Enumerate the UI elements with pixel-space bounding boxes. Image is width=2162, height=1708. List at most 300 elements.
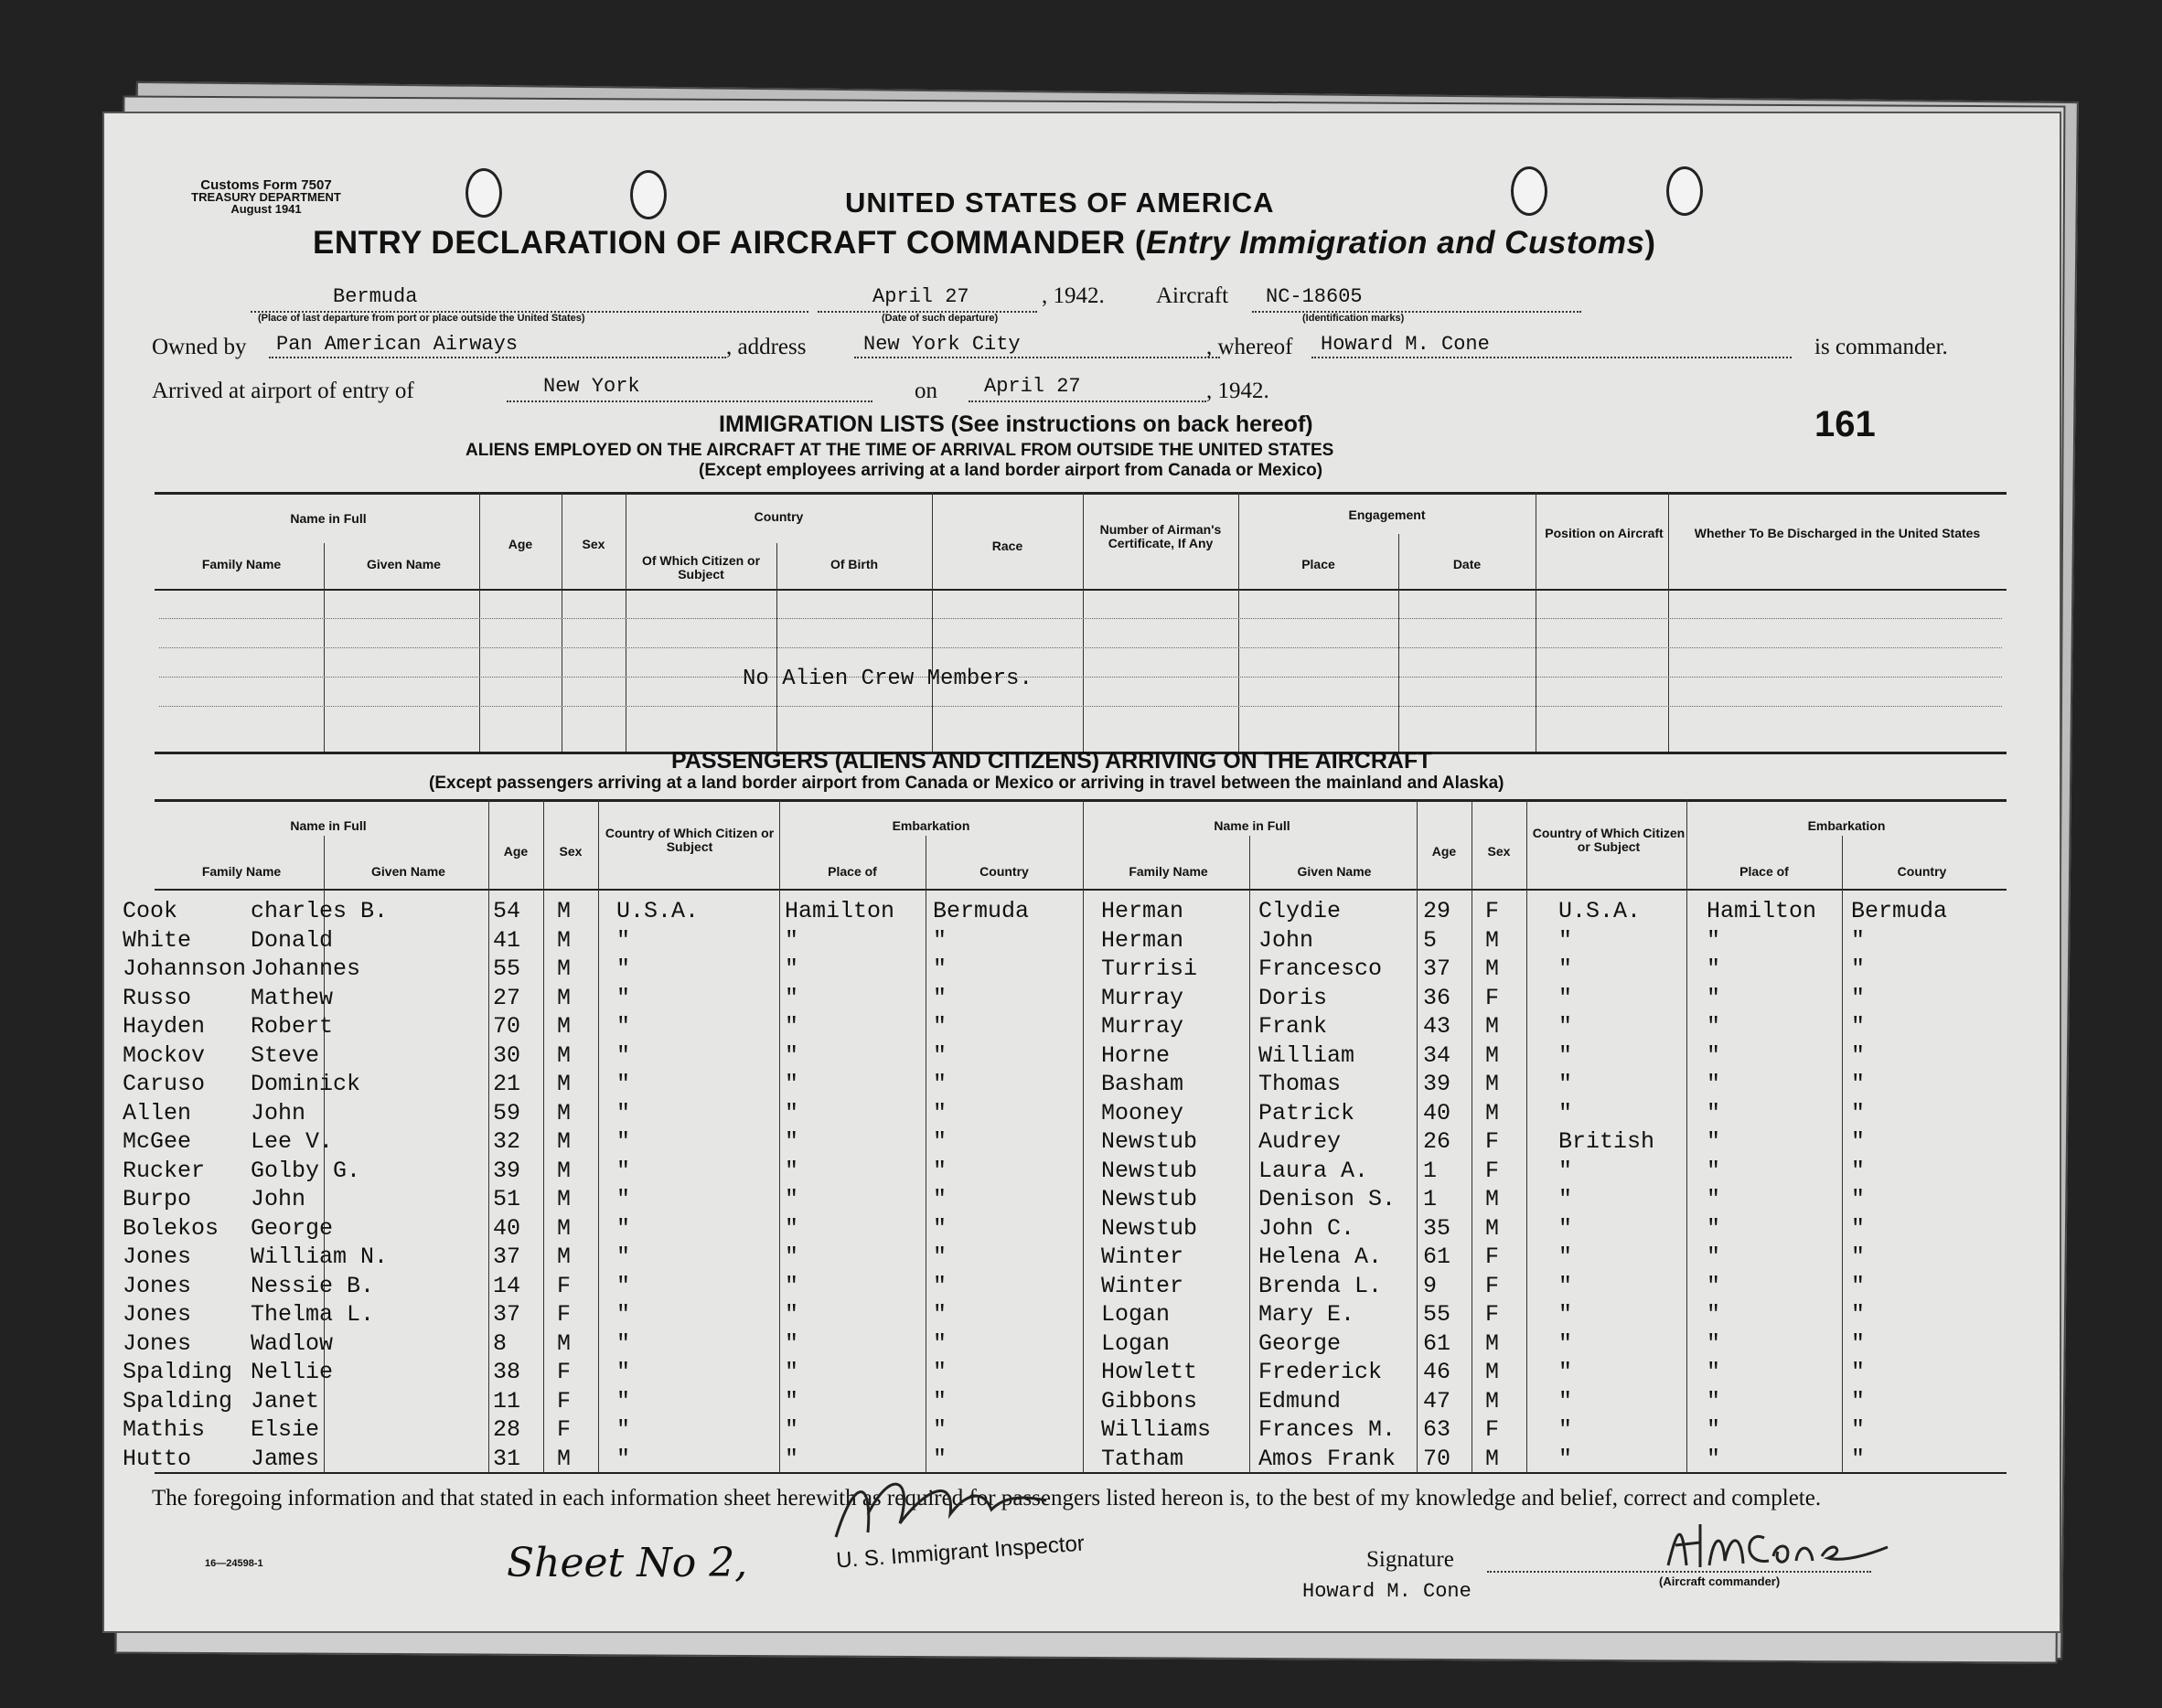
form-number: Customs Form 7507 [200, 177, 332, 193]
passenger-right-place: " [1707, 1186, 1721, 1212]
crew-header-family: Family Name [201, 557, 282, 571]
passenger-left-place: " [785, 1214, 799, 1242]
form-title [313, 225, 1656, 262]
passenger-left-family: Rucker [123, 1157, 206, 1184]
passenger-left-citizen: " [616, 926, 631, 954]
passenger-left-citizen: " [616, 1445, 631, 1472]
passenger-left-age: 40 [493, 1214, 521, 1242]
address: New York City [863, 333, 1021, 356]
table-rule [155, 799, 2007, 802]
address-label: , address [726, 335, 807, 359]
passenger-left-given: Janet [251, 1387, 320, 1414]
underline [1252, 311, 1581, 313]
pax-header-given-right: Given Name [1297, 864, 1372, 879]
passengers-title: PASSENGERS (ALIENS AND CITIZENS) ARRIVING ON THE AIRCRAFT [671, 748, 1432, 774]
passenger-left-sex: M [557, 1244, 572, 1270]
passenger-left-age: 41 [493, 926, 521, 954]
passenger-right-country: " [1851, 1071, 1866, 1097]
passenger-right-sex: F [1485, 1244, 1500, 1270]
passenger-left-family: Jones [123, 1244, 192, 1270]
passenger-right-place: Hamilton [1707, 898, 1817, 924]
pax-header-citizen-right: Country of Which Citizen or Subject [1532, 826, 1686, 854]
passenger-left-age: 39 [493, 1157, 521, 1184]
passenger-left-citizen: " [616, 1244, 631, 1270]
passenger-left-sex: M [557, 1157, 572, 1184]
immigration-title: IMMIGRATION LISTS (See instructions on back hereof) [719, 411, 1313, 437]
passenger-right-country: " [1851, 1359, 1866, 1385]
passenger-right-country: " [1851, 1186, 1866, 1212]
country-title: UNITED STATES OF AMERICA [845, 187, 1275, 219]
column-line [1238, 492, 1239, 752]
passenger-left-country: " [933, 1387, 947, 1414]
passenger-left-country: " [933, 1244, 947, 1270]
passenger-right-country: " [1851, 1445, 1866, 1472]
passenger-right-citizen: " [1558, 1157, 1573, 1184]
crew-header-date: Date [1452, 557, 1482, 571]
passenger-left-citizen: U.S.A. [616, 898, 700, 924]
passenger-left-family: McGee [123, 1128, 192, 1155]
row-line [159, 618, 2002, 619]
passenger-right-age: 5 [1423, 926, 1438, 954]
underline [854, 357, 1220, 358]
passenger-right-citizen: " [1558, 1359, 1573, 1385]
passenger-left-age: 70 [493, 1013, 521, 1040]
passenger-right-citizen: British [1558, 1128, 1655, 1155]
passenger-right-place: " [1707, 1359, 1721, 1385]
table-row [104, 925, 2060, 955]
passenger-left-sex: M [557, 1214, 572, 1242]
passenger-right-place: " [1707, 1387, 1721, 1414]
passenger-left-given: John [251, 1186, 306, 1212]
passenger-right-age: 39 [1423, 1071, 1451, 1097]
table-row [104, 1126, 2060, 1156]
form-page [102, 112, 2061, 1633]
passenger-right-family: Howlett [1101, 1359, 1198, 1385]
passenger-right-place: " [1707, 1128, 1721, 1155]
passenger-right-given: Laura A. [1258, 1157, 1369, 1184]
passenger-left-citizen: " [616, 1013, 631, 1040]
passenger-left-place: " [785, 1244, 799, 1270]
passenger-right-age: 9 [1423, 1272, 1438, 1299]
passenger-right-sex: M [1485, 1099, 1500, 1126]
passenger-left-sex: M [557, 1186, 572, 1212]
passenger-right-country: " [1851, 955, 1866, 982]
pax-header-given-left: Given Name [371, 864, 445, 879]
passenger-left-sex: F [557, 1416, 572, 1443]
departure-date-caption: (Date of such departure) [882, 313, 999, 324]
passenger-left-age: 55 [493, 955, 521, 982]
passenger-right-given: William [1258, 1041, 1355, 1069]
column-line [1083, 492, 1084, 752]
row-line [159, 647, 2002, 648]
pax-header-place-left: Place of [828, 864, 877, 879]
immigration-subtitle-2: (Except employees arriving at a land border airport from Canada or Mexico) [699, 461, 1323, 480]
passenger-right-sex: F [1485, 898, 1500, 924]
table-row [104, 1357, 2060, 1386]
passenger-right-family: Williams [1101, 1416, 1212, 1443]
passenger-right-country: " [1851, 1272, 1866, 1299]
passenger-right-given: Amos Frank [1258, 1445, 1397, 1472]
arrival-airport: New York [543, 375, 640, 398]
passenger-left-family: Allen [123, 1099, 192, 1126]
passenger-left-given: Donald [251, 926, 334, 954]
on-label: on [915, 379, 937, 403]
passenger-left-citizen: " [616, 955, 631, 982]
immigration-subtitle: ALIENS EMPLOYED ON THE AIRCRAFT AT THE TIME OF ARRIVAL FROM OUTSIDE THE UNITED STATES [466, 441, 1334, 460]
passenger-right-given: Francesco [1258, 955, 1383, 982]
passenger-left-age: 11 [493, 1387, 521, 1414]
passenger-left-country: " [933, 1214, 947, 1242]
passenger-left-age: 27 [493, 984, 521, 1011]
crew-header-sex: Sex [582, 537, 605, 551]
passenger-right-sex: F [1485, 1416, 1500, 1443]
passenger-left-age: 14 [493, 1272, 521, 1299]
passenger-left-place: " [785, 926, 799, 954]
whereof-label: , whereof [1206, 335, 1293, 359]
crew-header-age: Age [508, 537, 533, 551]
passenger-left-citizen: " [616, 1071, 631, 1097]
passenger-left-family: Cook [123, 898, 178, 924]
passenger-left-country: " [933, 1416, 947, 1443]
passenger-right-sex: F [1485, 1128, 1500, 1155]
passenger-right-country: " [1851, 1301, 1866, 1328]
passenger-right-family: Logan [1101, 1301, 1171, 1328]
sheet-number: 161 [1814, 404, 1876, 444]
passenger-left-sex: M [557, 1071, 572, 1097]
passenger-left-citizen: " [616, 984, 631, 1011]
table-rule [155, 889, 2007, 891]
passenger-right-country: " [1851, 1387, 1866, 1414]
passenger-right-sex: M [1485, 926, 1500, 954]
passenger-right-place: " [1707, 926, 1721, 954]
passenger-left-age: 8 [493, 1329, 508, 1357]
passenger-right-sex: M [1485, 955, 1500, 982]
commander: Howard M. Cone [1321, 333, 1490, 356]
passenger-left-given: Wadlow [251, 1329, 334, 1357]
pax-header-country-right: Country [1897, 864, 1947, 879]
row-line [159, 706, 2002, 707]
passenger-left-family: Hayden [123, 1013, 206, 1040]
passenger-right-sex: F [1485, 1272, 1500, 1299]
passenger-left-citizen: " [616, 1387, 631, 1414]
sheet-note-handwritten: Sheet No 2, [507, 1540, 748, 1586]
pax-header-name-left: Name in Full [290, 818, 367, 833]
passenger-right-given: John C. [1258, 1214, 1355, 1242]
passenger-right-family: Logan [1101, 1329, 1171, 1357]
passenger-right-citizen: " [1558, 1041, 1573, 1069]
passenger-left-given: Dominick [251, 1071, 361, 1097]
passenger-left-given: George [251, 1214, 334, 1242]
passenger-right-sex: M [1485, 1359, 1500, 1385]
passenger-right-given: John [1258, 926, 1314, 954]
passenger-right-age: 70 [1423, 1445, 1451, 1472]
passenger-right-given: Helena A. [1258, 1244, 1383, 1270]
passenger-right-place: " [1707, 1301, 1721, 1328]
table-row [104, 1271, 2060, 1300]
passenger-left-country: " [933, 1359, 947, 1385]
pax-header-age-left: Age [503, 844, 529, 859]
passenger-left-given: Nellie [251, 1359, 334, 1385]
punch-hole [1511, 166, 1547, 216]
passenger-right-age: 46 [1423, 1359, 1451, 1385]
passenger-left-citizen: " [616, 1301, 631, 1328]
passenger-right-age: 36 [1423, 984, 1451, 1011]
crew-header-citizen: Of Which Citizen or Subject [641, 553, 761, 582]
passenger-left-family: Russo [123, 984, 192, 1011]
passenger-left-sex: M [557, 1099, 572, 1126]
passenger-right-sex: M [1485, 1186, 1500, 1212]
passenger-right-country: " [1851, 1214, 1866, 1242]
column-line [479, 492, 480, 752]
pax-header-family-right: Family Name [1129, 864, 1208, 879]
passenger-left-citizen: " [616, 1272, 631, 1299]
aircraft-marks: NC-18605 [1266, 285, 1363, 308]
table-row [104, 1184, 2060, 1213]
table-row [104, 1011, 2060, 1041]
aircraft-label: Aircraft [1156, 283, 1229, 308]
table-row [104, 1156, 2060, 1185]
passenger-left-citizen: " [616, 1099, 631, 1126]
crew-header-discharged: Whether To Be Discharged in the United States [1694, 526, 1981, 540]
passenger-left-place: Hamilton [785, 898, 895, 924]
form-date: August 1941 [230, 202, 302, 216]
passenger-right-age: 26 [1423, 1128, 1451, 1155]
passenger-left-country: " [933, 926, 947, 954]
passenger-right-citizen: " [1558, 926, 1573, 954]
passenger-left-age: 30 [493, 1041, 521, 1069]
passenger-right-citizen: " [1558, 1416, 1573, 1443]
pax-header-sex-right: Sex [1487, 844, 1511, 859]
passenger-right-sex: M [1485, 1387, 1500, 1414]
passenger-right-sex: M [1485, 1041, 1500, 1069]
passenger-left-sex: F [557, 1272, 572, 1299]
passenger-left-sex: M [557, 1041, 572, 1069]
passenger-left-country: " [933, 1157, 947, 1184]
passenger-left-place: " [785, 1071, 799, 1097]
passenger-left-citizen: " [616, 1214, 631, 1242]
passenger-left-citizen: " [616, 1128, 631, 1155]
passenger-right-family: Horne [1101, 1041, 1171, 1069]
passenger-left-age: 59 [493, 1099, 521, 1126]
signature-caption: (Aircraft commander) [1659, 1575, 1781, 1588]
passenger-right-country: Bermuda [1851, 898, 1948, 924]
passenger-left-family: Johannson [123, 955, 247, 982]
passenger-left-given: William N. [251, 1244, 389, 1270]
passenger-left-citizen: " [616, 1041, 631, 1069]
passenger-right-place: " [1707, 984, 1721, 1011]
punch-hole [1666, 166, 1703, 216]
passenger-left-place: " [785, 1186, 799, 1212]
passenger-left-place: " [785, 1013, 799, 1040]
passenger-left-country: Bermuda [933, 898, 1030, 924]
passenger-right-citizen: " [1558, 984, 1573, 1011]
passenger-right-age: 34 [1423, 1041, 1451, 1069]
title-italic: Entry Immigration and Customs [1146, 225, 1645, 261]
table-row [104, 1414, 2060, 1444]
punch-hole [630, 170, 667, 219]
table-row [104, 1242, 2060, 1271]
passenger-left-citizen: " [616, 1359, 631, 1385]
passenger-right-country: " [1851, 926, 1866, 954]
passenger-right-sex: M [1485, 1214, 1500, 1242]
passenger-left-country: " [933, 1099, 947, 1126]
passenger-right-country: " [1851, 1128, 1866, 1155]
table-row [104, 1386, 2060, 1415]
passenger-right-sex: F [1485, 984, 1500, 1011]
passenger-left-age: 21 [493, 1071, 521, 1097]
crew-header-race: Race [991, 539, 1023, 553]
passenger-left-age: 38 [493, 1359, 521, 1385]
passenger-left-family: Spalding [123, 1387, 233, 1414]
inspector-stamp: U. S. Immigrant Inspector [835, 1531, 1086, 1574]
passenger-left-age: 32 [493, 1128, 521, 1155]
signature-name: Howard M. Cone [1302, 1580, 1472, 1603]
passenger-right-family: Turrisi [1101, 955, 1198, 982]
passenger-right-country: " [1851, 1244, 1866, 1270]
crew-header-name: Name in Full [290, 511, 367, 526]
arrival-date: April 27 [984, 375, 1081, 398]
footer-code: 16—24598-1 [205, 1558, 263, 1569]
passenger-left-place: " [785, 984, 799, 1011]
passenger-right-citizen: " [1558, 1186, 1573, 1212]
table-row [104, 1329, 2060, 1358]
table-row [104, 1098, 2060, 1127]
passenger-left-sex: M [557, 1128, 572, 1155]
passenger-right-place: " [1707, 1272, 1721, 1299]
passenger-right-family: Basham [1101, 1071, 1184, 1097]
passenger-right-place: " [1707, 1013, 1721, 1040]
arrived-label: Arrived at airport of entry of [152, 379, 414, 403]
form-department: TREASURY DEPARTMENT [191, 190, 341, 204]
passenger-right-place: " [1707, 1329, 1721, 1357]
passenger-left-family: Hutto [123, 1445, 192, 1472]
passenger-right-family: Newstub [1101, 1214, 1198, 1242]
title-plain: ENTRY DECLARATION OF AIRCRAFT COMMANDER ( [313, 225, 1147, 261]
passenger-left-sex: M [557, 955, 572, 982]
passenger-left-given: Thelma L. [251, 1301, 375, 1328]
passenger-left-citizen: " [616, 1416, 631, 1443]
passenger-right-family: Newstub [1101, 1128, 1198, 1155]
passenger-left-given: Mathew [251, 984, 334, 1011]
passenger-right-given: Audrey [1258, 1128, 1342, 1155]
passenger-right-country: " [1851, 1329, 1866, 1357]
passenger-right-given: Clydie [1258, 898, 1342, 924]
passengers-subtitle: (Except passengers arriving at a land border airport from Canada or Mexico or arriving in travel between the mainland and Alaska) [429, 774, 1504, 793]
passenger-left-country: " [933, 1186, 947, 1212]
passenger-right-age: 55 [1423, 1301, 1451, 1328]
passenger-left-age: 54 [493, 898, 521, 924]
passenger-right-age: 35 [1423, 1214, 1451, 1242]
passenger-left-family: Burpo [123, 1186, 192, 1212]
passenger-left-age: 51 [493, 1186, 521, 1212]
passenger-right-country: " [1851, 1416, 1866, 1443]
row-line [159, 677, 2002, 678]
passenger-right-place: " [1707, 1244, 1721, 1270]
title-close: ) [1644, 225, 1656, 261]
passenger-right-sex: M [1485, 1013, 1500, 1040]
passenger-right-country: " [1851, 1013, 1866, 1040]
pax-header-country-left: Country [979, 864, 1029, 879]
punch-hole [466, 168, 502, 218]
departure-date: April 27 [872, 285, 969, 308]
passenger-right-given: Frank [1258, 1013, 1328, 1040]
crew-header-position: Position on Aircraft [1545, 526, 1664, 540]
passenger-right-given: Denison S. [1258, 1186, 1397, 1212]
passenger-right-given: Patrick [1258, 1099, 1355, 1126]
owner: Pan American Airways [276, 333, 519, 356]
passenger-left-country: " [933, 1041, 947, 1069]
passenger-left-place: " [785, 1128, 799, 1155]
passenger-left-citizen: " [616, 1157, 631, 1184]
passenger-right-citizen: " [1558, 1301, 1573, 1328]
departure-place-caption: (Place of last departure from port or place outside the United States) [258, 313, 585, 324]
passenger-left-sex: F [557, 1387, 572, 1414]
passenger-left-given: Steve [251, 1041, 320, 1069]
pax-header-embarkation-right: Embarkation [1807, 818, 1886, 833]
passenger-left-place: " [785, 1272, 799, 1299]
passenger-right-age: 61 [1423, 1329, 1451, 1357]
crew-header-birth: Of Birth [829, 557, 879, 571]
passenger-right-given: Brenda L. [1258, 1272, 1383, 1299]
passenger-right-family: Newstub [1101, 1157, 1198, 1184]
passenger-left-place: " [785, 1416, 799, 1443]
pax-header-family-left: Family Name [201, 864, 282, 879]
passenger-left-country: " [933, 1445, 947, 1472]
passenger-right-citizen: " [1558, 1071, 1573, 1097]
passenger-right-place: " [1707, 1099, 1721, 1126]
passenger-right-family: Newstub [1101, 1186, 1198, 1212]
passenger-left-family: Mockov [123, 1041, 206, 1069]
passenger-left-sex: M [557, 984, 572, 1011]
no-alien-crew-note: No Alien Crew Members. [743, 667, 1033, 691]
passenger-left-family: Caruso [123, 1071, 206, 1097]
passenger-left-given: Nessie B. [251, 1272, 375, 1299]
passenger-right-given: Frederick [1258, 1359, 1383, 1385]
passenger-left-family: Jones [123, 1301, 192, 1328]
passenger-right-citizen: " [1558, 1329, 1573, 1357]
passenger-left-sex: M [557, 898, 572, 924]
passenger-left-age: 37 [493, 1301, 521, 1328]
passenger-left-family: Jones [123, 1329, 192, 1357]
passenger-right-age: 63 [1423, 1416, 1451, 1443]
passenger-right-citizen: " [1558, 1272, 1573, 1299]
underline [507, 400, 872, 402]
passenger-right-given: Doris [1258, 984, 1328, 1011]
passenger-right-place: " [1707, 1071, 1721, 1097]
passenger-right-family: Gibbons [1101, 1387, 1198, 1414]
arrival-year: , 1942. [1206, 379, 1269, 403]
passenger-left-given: James [251, 1445, 320, 1472]
passenger-right-family: Winter [1101, 1272, 1184, 1299]
passenger-left-place: " [785, 1157, 799, 1184]
inspector-signature [827, 1459, 1065, 1560]
passenger-left-country: " [933, 1128, 947, 1155]
column-line [1668, 492, 1669, 752]
passenger-left-family: Jones [123, 1272, 192, 1299]
passenger-right-age: 1 [1423, 1157, 1438, 1184]
passenger-left-given: Golby G. [251, 1157, 361, 1184]
passenger-left-country: " [933, 1329, 947, 1357]
passenger-right-citizen: " [1558, 955, 1573, 982]
passenger-right-family: Mooney [1101, 1099, 1184, 1126]
passenger-left-country: " [933, 1301, 947, 1328]
underline [269, 357, 726, 358]
passenger-left-country: " [933, 984, 947, 1011]
passenger-left-citizen: " [616, 1329, 631, 1357]
passenger-right-age: 43 [1423, 1013, 1451, 1040]
passenger-right-country: " [1851, 1099, 1866, 1126]
crew-header-place: Place [1301, 557, 1335, 571]
